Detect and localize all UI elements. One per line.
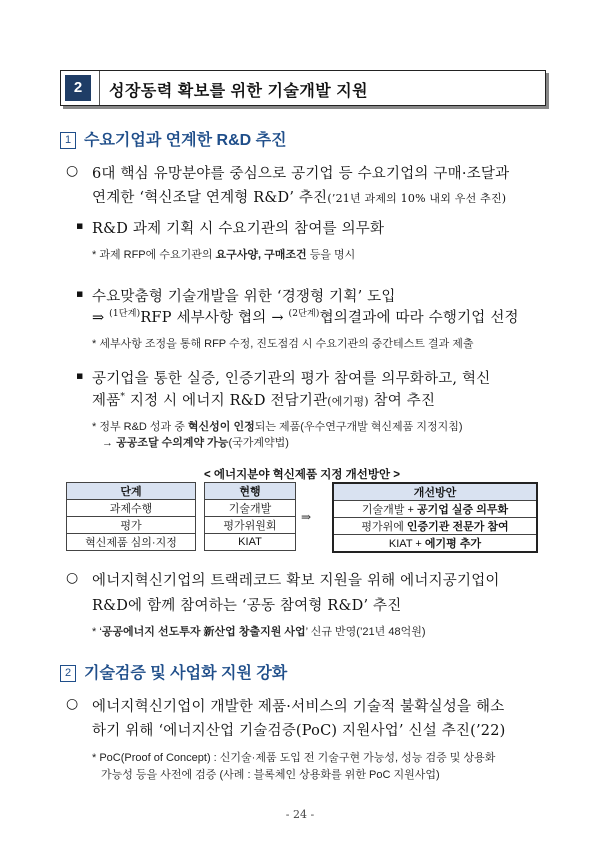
table-header-improvement: 개선방안 (333, 483, 537, 501)
table-header-current: 현행 (205, 483, 296, 500)
table-cell: KIAT + 에기평 추가 (333, 535, 537, 553)
table-cell: 혁신제품 심의·지정 (67, 534, 196, 551)
section-header (60, 70, 546, 106)
circle-bullet-icon: ○ (66, 570, 79, 586)
bullet-1-line-2: 연계한 ‘혁신조달 연계형 R&D’ 추진(’21년 과제의 10% 내외 우선 추진) (92, 190, 507, 206)
square-bullet-icon: ▪ (76, 219, 84, 232)
table-cell: 과제수행 (67, 500, 196, 517)
table-cell: 평가위원회 (205, 517, 296, 534)
note-4: * ‘공공에너지 선도투자 新산업 창출지원 사업’ 신규 반영(’21년 48억원) (92, 626, 426, 638)
subsection-1-number: 1 (60, 132, 76, 149)
table-header-stage: 단계 (67, 483, 196, 500)
subsection-2-title: 기술검증 및 사업화 지원 강화 (84, 665, 288, 682)
header-divider (99, 71, 100, 105)
table-cell: 평가 (67, 517, 196, 534)
dash-1: R&D 과제 기획 시 수요기관의 참여를 의무화 (92, 221, 385, 237)
bullet-2-line-2: R&D에 함께 참여하는 ‘공동 참여형 R&D’ 추진 (92, 598, 402, 614)
note-2: * 세부사항 조정을 통해 RFP 수정, 진도점검 시 수요기관의 중간테스트 결과 제출 (92, 338, 474, 350)
dash-3-line-2: 제품* 지정 시 에너지 R&D 전담기관(에기평) 참여 추진 (92, 392, 436, 409)
bullet-1-line-1: 6대 핵심 유망분야를 중심으로 공기업 등 수요기업의 구매·조달과 (92, 166, 510, 182)
subsection-1-title: 수요기업과 연계한 R&D 추진 (84, 132, 287, 149)
table-stage (66, 482, 196, 551)
note-1: * 과제 RFP에 수요기관의 요구사양, 구매조건 등을 명시 (92, 249, 356, 261)
table-current (204, 482, 296, 551)
page-number: - 24 - (285, 808, 315, 821)
table-cell: 기술개발 + 공기업 실증 의무화 (333, 501, 537, 518)
table-improvement (332, 482, 538, 553)
circle-bullet-icon: ○ (66, 163, 79, 179)
dash-2-line-1: 수요맞춤형 기술개발을 위한 ‘경쟁형 기획’ 도입 (92, 289, 396, 305)
subsection-2-number: 2 (60, 665, 76, 682)
dash-3-line-1: 공기업을 통한 실증, 인증기관의 평가 참여를 의무화하고, 혁신 (92, 371, 491, 387)
note-5-line-1: * PoC(Proof of Concept) : 신기술·제품 도입 전 기술구현 가능성, 성능 검증 및 상용화 (92, 752, 496, 764)
table-cell: 평가위에 인증기관 전문가 참여 (333, 518, 537, 535)
subsection-1-heading (60, 127, 287, 150)
bullet-2-line-1: 에너지혁신기업의 트랙레코드 확보 지원을 위해 에너지공기업이 (92, 573, 500, 589)
sub2-bullet-line-2: 하기 위해 ‘에너지산업 기술검증(PoC) 지원사업’ 신설 추진(’22) (92, 723, 506, 739)
section-number: 2 (65, 75, 91, 101)
bullet-1-note: (’21년 과제의 10% 내외 우선 추진) (327, 192, 507, 205)
table-cell: KIAT (205, 534, 296, 551)
note-3b: → 공공조달 수의계약 가능(국가계약법) (102, 437, 289, 449)
table-arrow-icon: ⇒ (301, 510, 312, 524)
section-title: 성장동력 확보를 위한 기술개발 지원 (109, 83, 369, 100)
dash-2-line-2: ⇒ $^{(1단계)}$RFP 세부사항 협의 → $^{(2단계)}$협의결과에 따라 수행기업 선정 (92, 309, 519, 326)
subsection-2-heading (60, 660, 287, 683)
note-5-line-2: 가능성 등을 사전에 검증 (사례 : 블록체인 상용화를 위한 PoC 지원사업) (101, 769, 440, 781)
table-cell: 기술개발 (205, 500, 296, 517)
circle-bullet-icon: ○ (66, 696, 79, 712)
square-bullet-icon: ▪ (76, 369, 84, 382)
sub2-bullet-line-1: 에너지혁신기업이 개발한 제품·서비스의 기술적 불확실성을 해소 (92, 699, 505, 715)
implies-arrow-icon: ⇒ (92, 310, 105, 326)
square-bullet-icon: ▪ (76, 287, 84, 300)
table-caption: < 에너지분야 혁신제품 지정 개선방안 > (203, 469, 401, 481)
note-3: * 정부 R&D 성과 중 혁신성이 인정되는 제품(우수연구개발 혁신제품 지정지침) (92, 421, 463, 433)
